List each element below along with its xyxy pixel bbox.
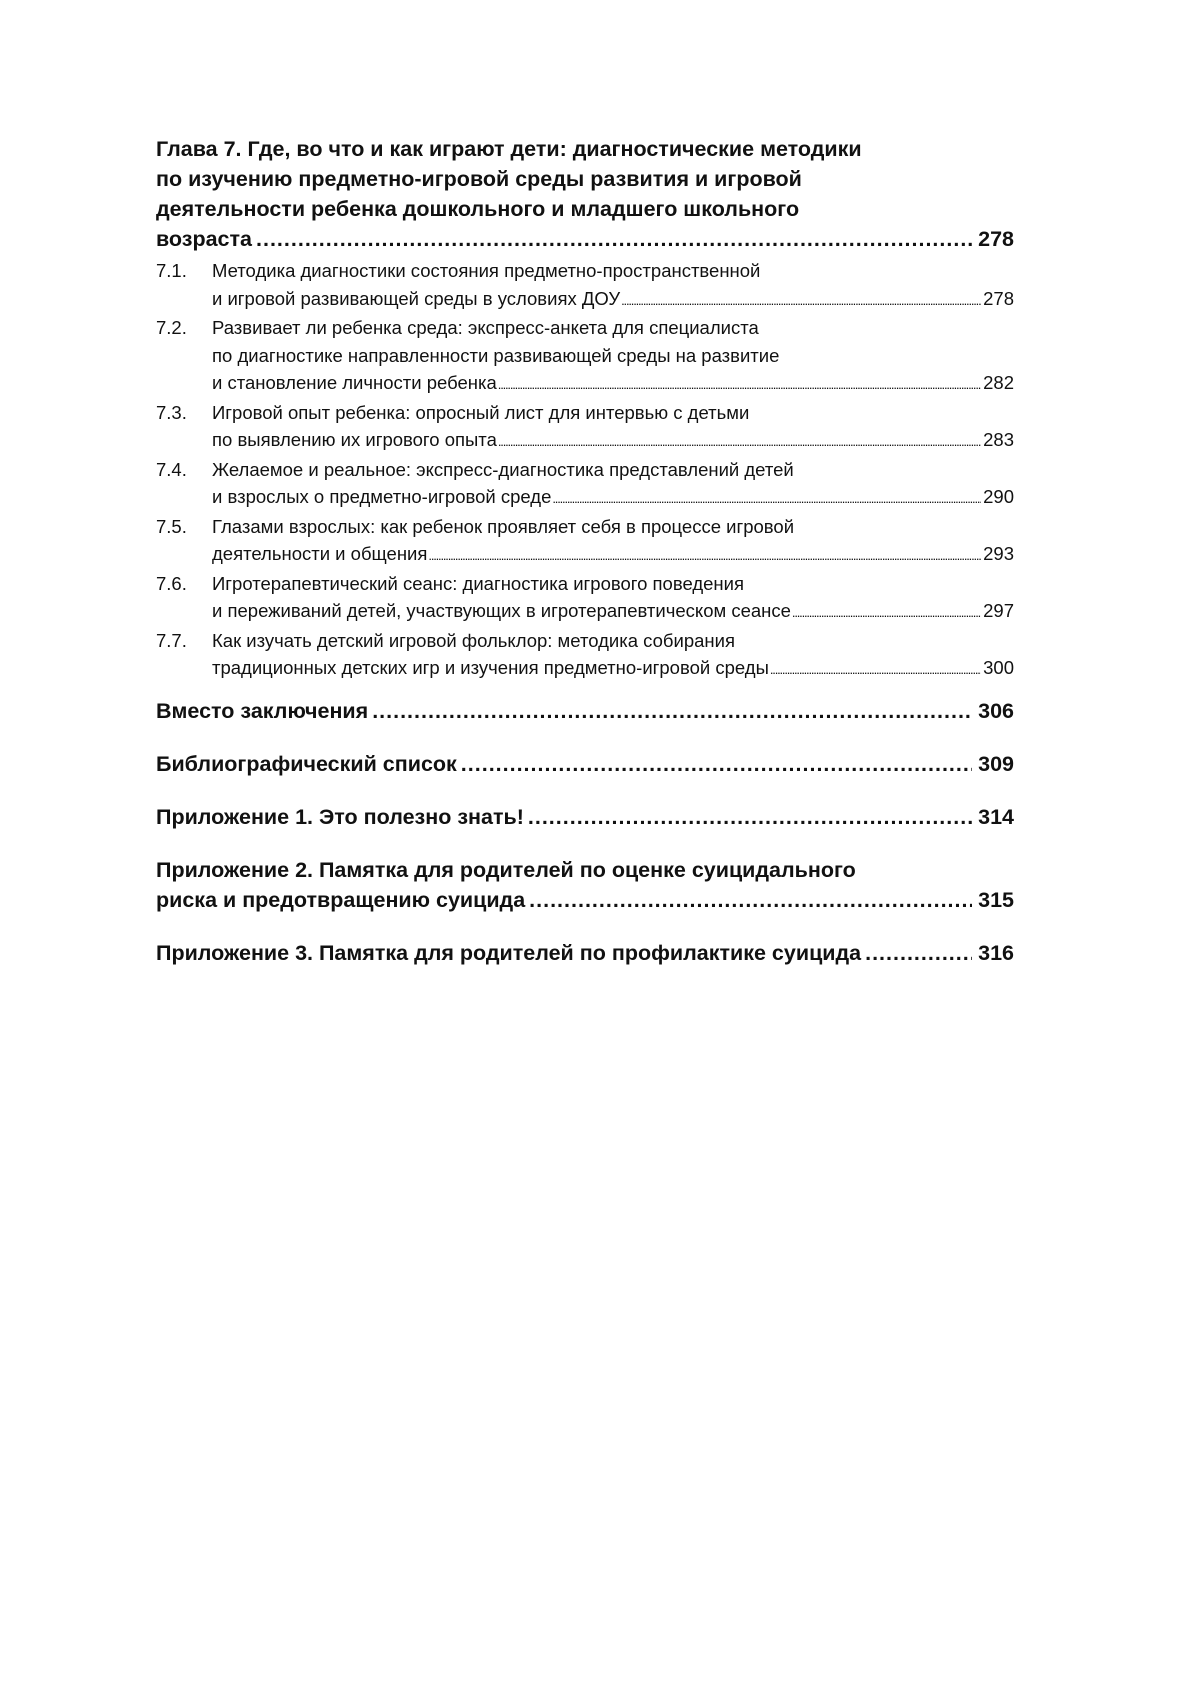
toc-entry-line: риска и предотвращению суицида: [156, 887, 526, 912]
toc-entry-line: по изучению предметно-игровой среды развития и игровой: [156, 167, 802, 191]
dot-leader: [552, 485, 981, 513]
section-title-line: Методика диагностики состояния предметно-пространственной: [212, 260, 761, 281]
dot-leader: [461, 749, 972, 779]
toc-section-7-6[interactable]: [156, 570, 1014, 627]
toc-section-7-3[interactable]: [156, 399, 1014, 456]
page-number: 282: [983, 372, 1014, 393]
section-title-line: по выявлению их игрового опыта: [212, 429, 497, 450]
section-title-line: деятельности и общения: [212, 543, 428, 564]
dot-leader: [792, 599, 981, 627]
toc-section-7-2[interactable]: [156, 314, 1014, 399]
section-number: 7.7.: [156, 629, 187, 651]
toc-leader-line: [156, 224, 1014, 254]
dot-leader: [256, 224, 972, 254]
page-number: 309: [978, 751, 1014, 776]
section-number: 7.6.: [156, 572, 187, 594]
page-number: 300: [983, 657, 1014, 678]
toc-entry-line: Библиографический список: [156, 751, 457, 776]
toc-section-7-4[interactable]: [156, 456, 1014, 513]
page-number: 290: [983, 486, 1014, 507]
toc-entry-appendix-3[interactable]: [156, 938, 1014, 968]
dot-leader: [428, 542, 981, 570]
page-number: 314: [978, 804, 1014, 829]
page-number: 293: [983, 543, 1014, 564]
page-number: 278: [983, 287, 1014, 309]
toc-leader-line: [156, 749, 1014, 779]
dot-leader: [372, 696, 972, 726]
page-number: 316: [978, 940, 1014, 965]
toc-leader-line: [212, 597, 1014, 627]
toc-entry-line: Приложение 3. Памятка для родителей по профилактике суицида: [156, 940, 862, 965]
toc-leader-line: [212, 285, 1014, 315]
toc-leader-line: [212, 426, 1014, 456]
section-title-line: Глазами взрослых: как ребенок проявляет себя в процессе игровой: [212, 515, 795, 537]
section-title-line: традиционных детских игр и изучения предметно-игровой среды: [212, 657, 769, 678]
section-title-line: и становление личности ребенка: [212, 372, 497, 393]
toc-entry-line: возраста: [156, 227, 253, 251]
toc-entry-conclusion[interactable]: [156, 696, 1014, 726]
section-title-line: Развивает ли ребенка среда: экспресс-анкета для специалиста: [212, 317, 759, 338]
toc-leader-line: [212, 540, 1014, 570]
toc-section-7-5[interactable]: [156, 513, 1014, 570]
section-title-line: Игровой опыт ребенка: опросный лист для интервью с детьми: [212, 401, 750, 423]
toc-entry-appendix-1[interactable]: [156, 802, 1014, 832]
toc-chapter-7[interactable]: [156, 134, 1014, 254]
toc-entry-bibliography[interactable]: [156, 749, 1014, 779]
section-title-line: и взрослых о предметно-игровой среде: [212, 486, 552, 507]
dot-leader: [770, 656, 981, 684]
toc-entry-line: Вместо заключения: [156, 698, 369, 723]
toc-entry-line: Глава 7. Где, во что и как играют дети: диагностические методики: [156, 137, 862, 161]
section-title-line: и игровой развивающей среды в условиях ДОУ: [212, 287, 621, 309]
section-title-line: Игротерапевтический сеанс: диагностика игрового поведения: [212, 572, 744, 594]
section-number: 7.2.: [156, 317, 187, 338]
toc-entry-line: Приложение 1. Это полезно знать!: [156, 804, 524, 829]
dot-leader: [498, 371, 981, 399]
section-number: 7.4.: [156, 458, 187, 480]
toc-leader-line: [212, 654, 1014, 684]
toc-leader-line: [212, 483, 1014, 513]
toc-entry-line: Приложение 2. Памятка для родителей по оценке суицидального: [156, 857, 856, 882]
page-number: 315: [978, 887, 1014, 912]
section-title-line: по диагностике направленности развивающей среды на развитие: [212, 344, 780, 366]
toc-sections: [156, 257, 1014, 684]
page-number: 278: [978, 227, 1014, 251]
dot-leader: [865, 938, 972, 968]
page-number: 306: [978, 698, 1014, 723]
dot-leader: [498, 428, 981, 456]
toc-leader-line: [156, 696, 1014, 726]
section-number: 7.5.: [156, 515, 187, 537]
toc-leader-line: [156, 885, 1014, 915]
section-title-line: Желаемое и реальное: экспресс-диагностика представлений детей: [212, 458, 794, 480]
page-number: 297: [983, 600, 1014, 621]
dot-leader: [528, 802, 972, 832]
toc-leader-line: [156, 938, 1014, 968]
toc-leader-line: [212, 369, 1014, 399]
toc-entry-appendix-2[interactable]: [156, 855, 1014, 915]
section-title-line: и переживаний детей, участвующих в игротерапевтическом сеансе: [212, 600, 791, 621]
toc-section-7-7[interactable]: [156, 627, 1014, 684]
toc-section-7-1[interactable]: [156, 257, 1014, 314]
dot-leader: [621, 287, 981, 315]
section-number: 7.1.: [156, 260, 187, 281]
toc-leader-line: [156, 802, 1014, 832]
section-number: 7.3.: [156, 401, 187, 423]
toc-entry-line: деятельности ребенка дошкольного и младшего школьного: [156, 197, 800, 221]
table-of-contents: [156, 134, 1014, 991]
page-number: 283: [983, 429, 1014, 450]
dot-leader: [529, 885, 972, 915]
section-title-line: Как изучать детский игровой фольклор: методика собирания: [212, 629, 735, 651]
